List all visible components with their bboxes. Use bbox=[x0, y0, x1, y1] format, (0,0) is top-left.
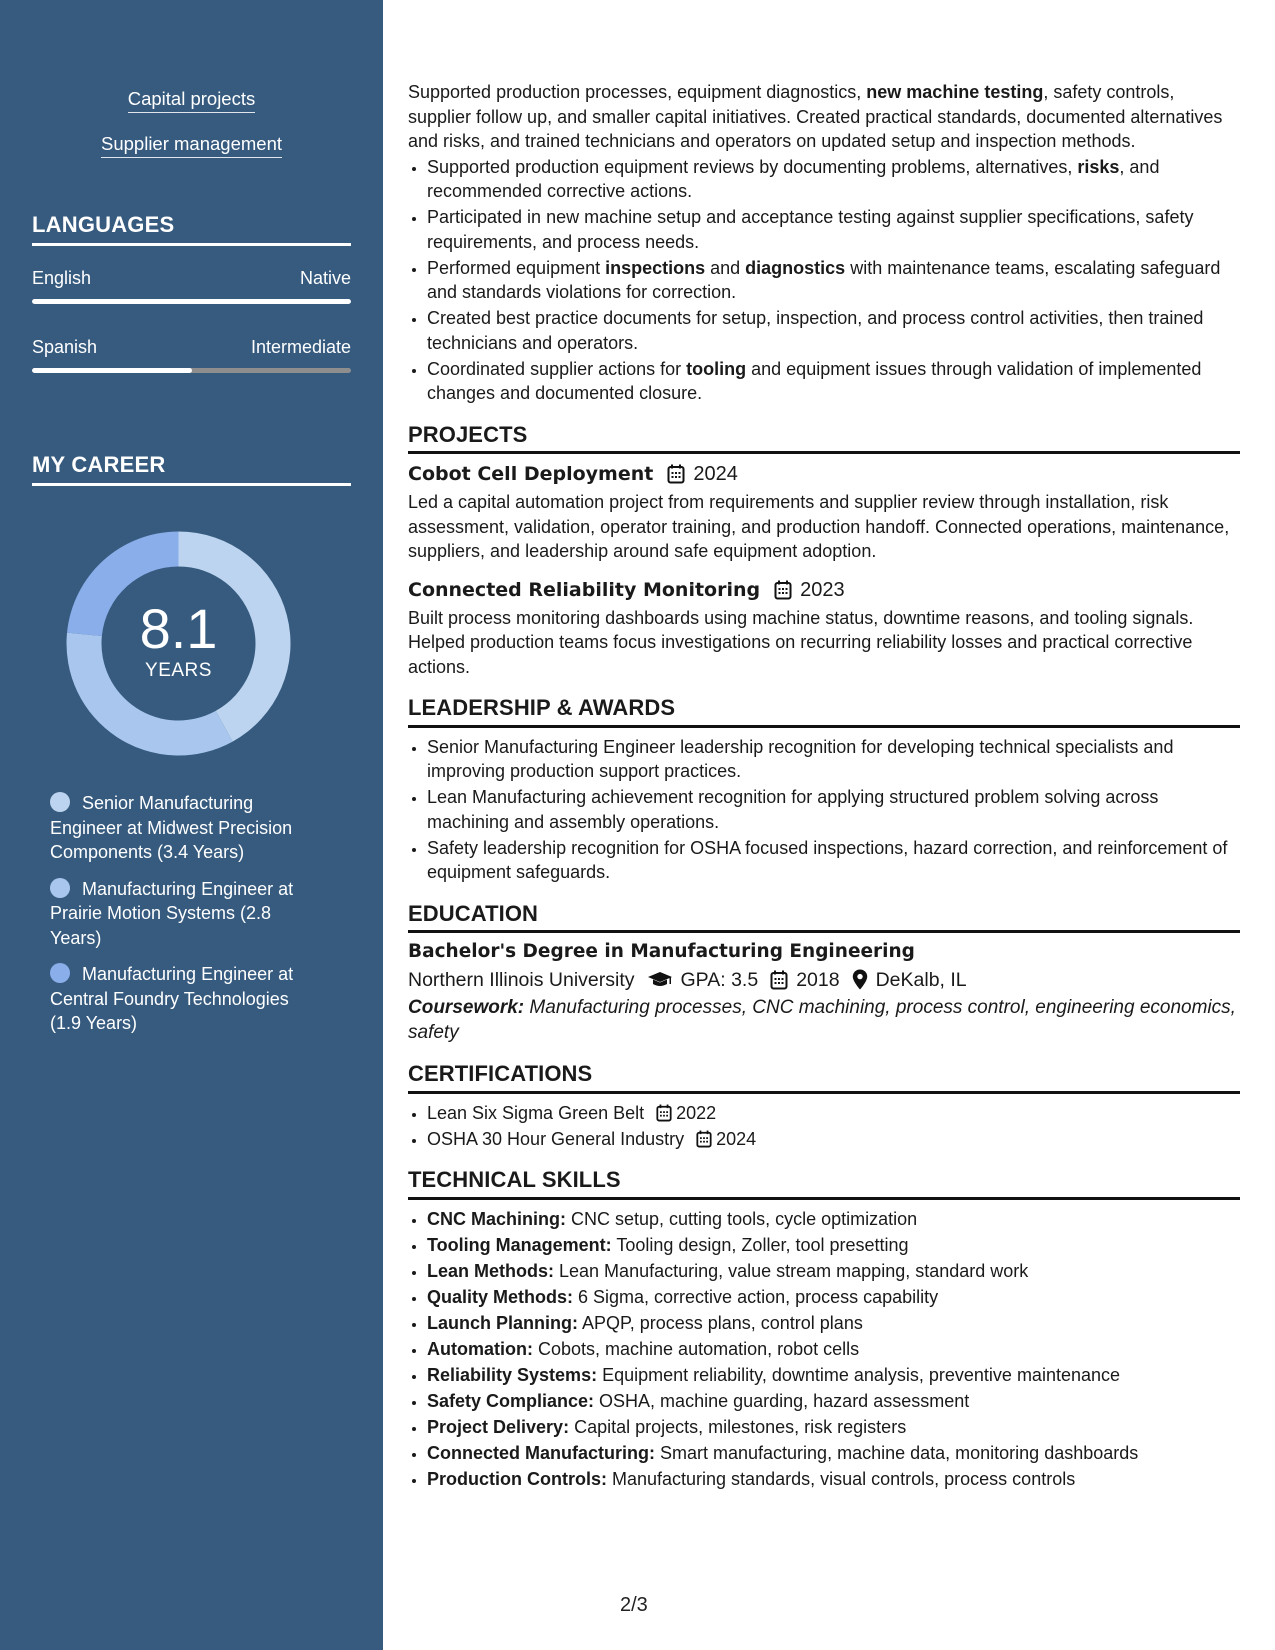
career-item bbox=[50, 962, 320, 1036]
language-name: English bbox=[32, 268, 92, 288]
skill-label: Lean Methods: bbox=[427, 1260, 555, 1281]
career-item bbox=[50, 791, 320, 865]
skill-label: Project Delivery: bbox=[427, 1416, 570, 1437]
skill-value: CNC setup, cutting tools, cycle optimization bbox=[566, 1208, 918, 1229]
leadership-item: • Lean Manufacturing achievement recognition for applying structured problem solving across machining and assembly operations. bbox=[427, 785, 1240, 834]
emphasized-text: risks bbox=[1077, 156, 1120, 177]
skill-value: APQP, process plans, control plans bbox=[578, 1312, 863, 1333]
skill-value: 6 Sigma, corrective action, process capability bbox=[573, 1286, 939, 1307]
calendar-icon bbox=[667, 464, 685, 484]
text-run: Participated in new machine setup and acceptance testing against supplier specifications, safety requirements, and process needs. bbox=[427, 207, 1194, 252]
project-description: Built process monitoring dashboards using machine status, downtime reasons, and tooling signals. Helped production teams focus investigations on recurring reliability losses and practical corrective actions. bbox=[408, 607, 1194, 677]
skill-label: Reliability Systems: bbox=[427, 1364, 598, 1385]
location-pin-icon bbox=[852, 969, 868, 990]
career-item-label: Manufacturing Engineer at Central Foundry Technologies (1.9 Years) bbox=[50, 964, 294, 1033]
certification-name: Lean Six Sigma Green Belt bbox=[427, 1102, 645, 1123]
skill-value: Tooling design, Zoller, tool presetting bbox=[611, 1234, 909, 1255]
emphasized-text: new machine testing bbox=[866, 82, 1044, 102]
experience-bullet bbox=[427, 155, 1240, 204]
project-year: 2023 bbox=[800, 578, 845, 601]
coursework-text: Manufacturing processes, CNC machining, process control, engineering economics, safety bbox=[408, 997, 1236, 1043]
calendar-icon bbox=[774, 580, 792, 600]
text-run: Performed equipment bbox=[427, 257, 606, 278]
education-heading: EDUCATION bbox=[408, 902, 1240, 934]
calendar-icon bbox=[770, 970, 788, 990]
text-run: with maintenance teams, escalating safeguard and standards violations for correction. bbox=[427, 257, 1221, 302]
skill-item bbox=[427, 1259, 1240, 1284]
language-level: Native bbox=[299, 268, 351, 288]
leadership-item: • Safety leadership recognition for OSHA focused inspections, hazard correction, and reinforcement of equipment safeguards. bbox=[427, 836, 1240, 885]
leadership-list bbox=[408, 735, 1240, 885]
skill-item bbox=[427, 1233, 1240, 1258]
project-title: Cobot Cell Deployment bbox=[408, 463, 654, 485]
certification-year: 2024 bbox=[716, 1128, 757, 1149]
languages-heading: LANGUAGES bbox=[32, 212, 351, 246]
skill-value: Smart manufacturing, machine data, monitoring dashboards bbox=[655, 1442, 1139, 1463]
language-level: Intermediate bbox=[250, 337, 351, 357]
skill-item bbox=[427, 1311, 1240, 1336]
career-item-label: Senior Manufacturing Engineer at Midwest Precision Components (3.4 Years) bbox=[50, 793, 293, 862]
skill-item bbox=[427, 1467, 1240, 1492]
text-run: , safety controls, supplier follow up, and smaller capital initiatives. Created practical standards, documented alternatives and risks, and trained technicians and operators on updated setup and inspection methods. bbox=[408, 82, 1223, 151]
language-bar-fill bbox=[32, 299, 351, 304]
text-run: and equipment issues through validation of implemented changes and documented closure. bbox=[427, 358, 1202, 403]
calendar-icon bbox=[656, 1104, 672, 1122]
career-total-years: 8.1 bbox=[139, 596, 218, 660]
career-dot-icon bbox=[50, 963, 70, 983]
experience-bullet bbox=[427, 256, 1240, 305]
leadership-heading: LEADERSHIP & AWARDS bbox=[408, 696, 1240, 728]
career-dot-icon bbox=[50, 878, 70, 898]
supplier-management-link-text[interactable]: Supplier management bbox=[101, 133, 282, 158]
supplier-management-link[interactable] bbox=[0, 133, 383, 158]
education-location: DeKalb, IL bbox=[875, 968, 967, 991]
language-name: Spanish bbox=[32, 337, 98, 357]
text-run: Created best practice documents for setup, inspection, and process control activities, then trained technicians and operators. bbox=[427, 308, 1204, 353]
skill-item bbox=[427, 1363, 1240, 1388]
donut-center bbox=[66, 531, 291, 756]
project-header bbox=[408, 461, 1240, 487]
skill-label: Connected Manufacturing: bbox=[427, 1442, 655, 1463]
certifications-heading: CERTIFICATIONS bbox=[408, 1062, 1240, 1094]
coursework-label: Coursework: bbox=[408, 997, 525, 1018]
career-list bbox=[50, 791, 320, 1048]
text-run: and bbox=[705, 257, 746, 278]
calendar-icon bbox=[696, 1130, 712, 1148]
certification-name: OSHA 30 Hour General Industry bbox=[427, 1128, 685, 1149]
language-row-english bbox=[32, 268, 351, 289]
education-year: 2018 bbox=[796, 968, 840, 991]
language-bar-fill bbox=[32, 368, 192, 373]
skill-item bbox=[427, 1337, 1240, 1362]
project-header bbox=[408, 577, 1240, 603]
skill-value: Capital projects, milestones, risk registers bbox=[569, 1416, 907, 1437]
capital-projects-link-text[interactable]: Capital projects bbox=[128, 88, 256, 113]
text-run: Coordinated supplier actions for bbox=[427, 358, 687, 379]
main-content bbox=[408, 80, 1240, 1493]
career-dot-icon bbox=[50, 792, 70, 812]
graduation-cap-icon bbox=[647, 971, 673, 989]
career-total-unit: YEARS bbox=[145, 659, 212, 681]
project-title: Connected Reliability Monitoring bbox=[408, 578, 761, 601]
skills-list bbox=[408, 1207, 1240, 1492]
skill-value: OSHA, machine guarding, hazard assessment bbox=[594, 1390, 970, 1411]
skill-label: Quality Methods: bbox=[427, 1286, 574, 1307]
skill-label: Automation: bbox=[427, 1338, 533, 1359]
certification-item bbox=[427, 1127, 1240, 1152]
language-bar-english bbox=[32, 299, 351, 304]
capital-projects-link[interactable] bbox=[0, 88, 383, 113]
experience-bullet bbox=[427, 357, 1240, 406]
skill-item bbox=[427, 1389, 1240, 1414]
career-donut-chart bbox=[66, 531, 291, 756]
sidebar bbox=[0, 0, 383, 1650]
skill-label: Safety Compliance: bbox=[427, 1390, 595, 1411]
education-degree: Bachelor's Degree in Manufacturing Engineering bbox=[408, 941, 915, 962]
text-run: Supported production equipment reviews by documenting problems, alternatives, bbox=[427, 156, 1078, 177]
career-item-label: Manufacturing Engineer at Prairie Motion Systems (2.8 Years) bbox=[50, 878, 294, 948]
experience-intro bbox=[408, 80, 1240, 154]
text-run: , and recommended corrective actions. bbox=[427, 156, 1160, 201]
skill-label: Production Controls: bbox=[427, 1468, 607, 1489]
education-meta bbox=[408, 968, 1240, 993]
project-description: Led a capital automation project from requirements and supplier review through installation, risk assessment, validation, operator training, and production handoff. Connected operations, maintenance, suppliers, and leadership around safe equipment adoption. bbox=[408, 492, 1230, 561]
skill-item bbox=[427, 1285, 1240, 1310]
certification-year: 2022 bbox=[676, 1102, 717, 1123]
language-row-spanish bbox=[32, 337, 351, 358]
emphasized-text: inspections bbox=[605, 257, 706, 278]
skill-label: Launch Planning: bbox=[427, 1312, 578, 1333]
leadership-item: • Senior Manufacturing Engineer leadership recognition for developing technical specialists and improving production support practices. bbox=[427, 735, 1240, 784]
skill-value: Equipment reliability, downtime analysis, preventive maintenance bbox=[597, 1364, 1121, 1385]
projects-heading: PROJECTS bbox=[408, 423, 1240, 455]
experience-bullet bbox=[427, 306, 1240, 355]
career-item bbox=[50, 877, 320, 951]
certifications-list bbox=[408, 1101, 1240, 1152]
language-bar-spanish bbox=[32, 368, 351, 373]
skill-value: Manufacturing standards, visual controls, process controls bbox=[606, 1468, 1076, 1489]
text-run: Supported production processes, equipment diagnostics, bbox=[408, 82, 867, 102]
education-coursework bbox=[408, 996, 1240, 1045]
skill-value: Cobots, machine automation, robot cells bbox=[532, 1338, 860, 1359]
project-year: 2024 bbox=[693, 463, 738, 485]
emphasized-text: diagnostics bbox=[745, 257, 846, 278]
education-school: Northern Illinois University bbox=[408, 968, 635, 991]
skill-item bbox=[427, 1207, 1240, 1232]
technical-skills-heading: TECHNICAL SKILLS bbox=[408, 1168, 1240, 1200]
skill-value: Lean Manufacturing, value stream mapping, standard work bbox=[554, 1260, 1029, 1281]
skill-item bbox=[427, 1441, 1240, 1466]
skill-label: Tooling Management: bbox=[427, 1234, 612, 1255]
experience-bullet bbox=[427, 205, 1240, 254]
certification-item bbox=[427, 1101, 1240, 1126]
my-career-heading: MY CAREER bbox=[32, 452, 351, 486]
experience-bullets bbox=[408, 155, 1240, 406]
skill-item bbox=[427, 1415, 1240, 1440]
page-number: 2/3 bbox=[620, 1594, 648, 1616]
education-gpa: GPA: 3.5 bbox=[680, 968, 759, 991]
skill-label: CNC Machining: bbox=[427, 1208, 566, 1229]
emphasized-text: tooling bbox=[686, 358, 747, 379]
